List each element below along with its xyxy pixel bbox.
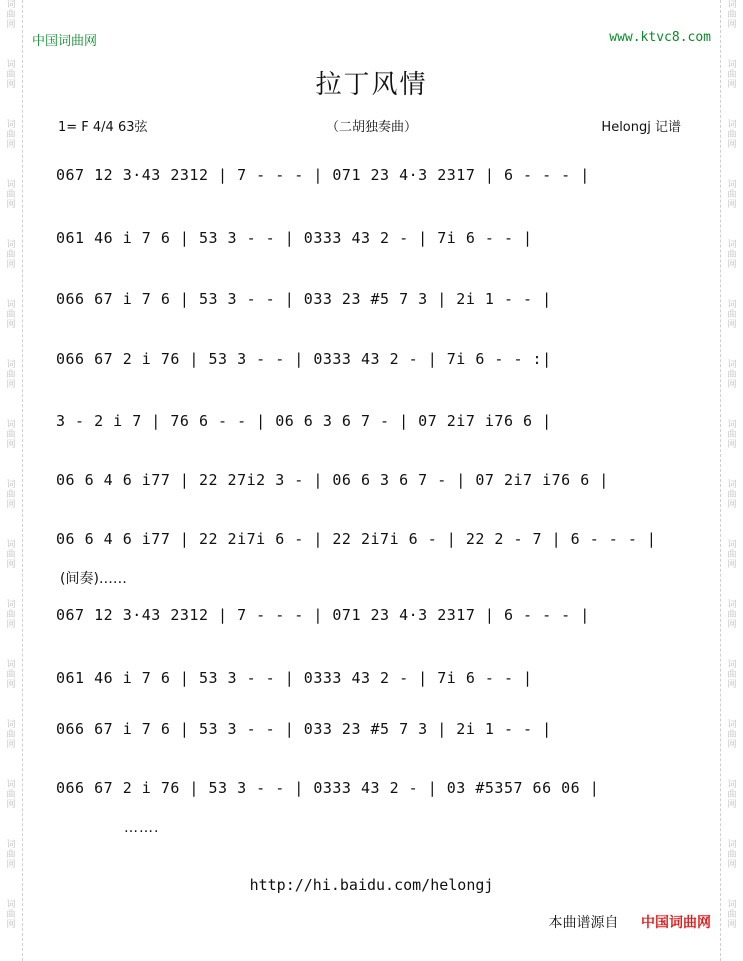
song-title: 拉丁风情	[315, 70, 428, 100]
watermark-text: 词 曲 网	[727, 360, 737, 390]
watermark-text: 词 曲 网	[6, 540, 16, 570]
watermark-text: 词 曲 网	[6, 360, 16, 390]
watermark-text: 词 曲 网	[6, 600, 16, 630]
notation-text: 3 - 2 i 7 | 76 6 - - | 06 6 3 6 7 - | 07 2i7 i76 6 |	[56, 412, 552, 430]
site-name-left[interactable]: 中国词曲网	[32, 34, 98, 49]
watermark-text: 词 曲 网	[727, 120, 737, 150]
notation-text: 061 46 i 7 6 | 53 3 - - | 0333 43 2 - | 7i 6 - - |	[56, 669, 533, 687]
continuation-dots: …….	[124, 820, 160, 836]
watermark-text: 词 曲 网	[727, 180, 737, 210]
interlude-label: (间奏)……	[60, 571, 127, 587]
watermark-text: 词 曲 网	[727, 600, 737, 630]
notation-text: 066 67 2 i 76 | 53 3 - - | 0333 43 2 - | 03 #5357 66 06 |	[56, 779, 600, 797]
notation-text: 066 67 i 7 6 | 53 3 - - | 033 23 #5 7 3 | 2i 1 - - |	[56, 290, 552, 308]
watermark-text: 词 曲 网	[727, 300, 737, 330]
watermark-text: 词 曲 网	[727, 840, 737, 870]
watermark-text: 词 曲 网	[727, 780, 737, 810]
watermark-text: 词 曲 网	[6, 660, 16, 690]
key-signature: 1= F 4/4 63弦	[58, 120, 148, 135]
watermark-text: 词 曲 网	[727, 60, 737, 90]
score-line-11	[56, 779, 686, 805]
watermark-text: 词 曲 网	[6, 780, 16, 810]
score-line-3	[56, 290, 686, 316]
score-line-6	[56, 471, 686, 497]
watermark-text: 词 曲 网	[6, 60, 16, 90]
score-line-7	[56, 530, 686, 556]
watermark-text: 词 曲 网	[6, 240, 16, 270]
score-line-2	[56, 229, 686, 255]
score-line-8	[56, 606, 686, 632]
watermark-text: 词 曲 网	[727, 720, 737, 750]
watermark-text: 词 曲 网	[727, 420, 737, 450]
score-line-9	[56, 669, 686, 695]
notation-text: 066 67 i 7 6 | 53 3 - - | 033 23 #5 7 3 | 2i 1 - - |	[56, 720, 552, 738]
notation-text: 067 12 3·43 2312 | 7 - - - | 071 23 4·3 2317 | 6 - - - |	[56, 606, 590, 624]
blog-url-link[interactable]: http://hi.baidu.com/helongj	[249, 876, 494, 894]
site-url-right[interactable]: www.ktvc8.com	[609, 30, 711, 45]
source-site-link[interactable]: 中国词曲网	[641, 915, 711, 931]
watermark-text: 词 曲 网	[6, 840, 16, 870]
watermark-text: 词 曲 网	[6, 720, 16, 750]
song-subtitle: （二胡独奏曲）	[325, 120, 417, 135]
watermark-text: 词 曲 网	[6, 900, 16, 930]
transcriber: Helongj 记谱	[601, 120, 681, 135]
watermark-text: 词 曲 网	[727, 900, 737, 930]
notation-text: 066 67 2 i 76 | 53 3 - - | 0333 43 2 - | 7i 6 - - :|	[56, 350, 552, 368]
score-line-4	[56, 350, 686, 376]
score-line-10	[56, 720, 686, 746]
notation-text: 067 12 3·43 2312 | 7 - - - | 071 23 4·3 2317 | 6 - - - |	[56, 166, 590, 184]
watermark-text: 词 曲 网	[6, 0, 16, 30]
notation-text: 06 6 4 6 i77 | 22 27i2 3 - | 06 6 3 6 7 - | 07 2i7 i76 6 |	[56, 471, 609, 489]
source-label: 本曲谱源自	[548, 915, 619, 931]
score-line-5	[56, 412, 686, 438]
watermark-text: 词 曲 网	[727, 480, 737, 510]
watermark-text: 词 曲 网	[727, 660, 737, 690]
score-line-1	[56, 166, 686, 192]
watermark-text: 词 曲 网	[6, 120, 16, 150]
watermark-text: 词 曲 网	[727, 240, 737, 270]
watermark-text: 词 曲 网	[6, 300, 16, 330]
watermark-text: 词 曲 网	[727, 540, 737, 570]
watermark-text: 词 曲 网	[6, 180, 16, 210]
watermark-text: 词 曲 网	[6, 480, 16, 510]
footer-source	[549, 912, 711, 932]
watermark-text: 词 曲 网	[727, 0, 737, 30]
notation-text: 061 46 i 7 6 | 53 3 - - | 0333 43 2 - | 7i 6 - - |	[56, 229, 533, 247]
watermark-text: 词 曲 网	[6, 420, 16, 450]
notation-text: 06 6 4 6 i77 | 22 2i7i 6 - | 22 2i7i 6 - | 22 2 - 7 | 6 - - - |	[56, 530, 657, 548]
